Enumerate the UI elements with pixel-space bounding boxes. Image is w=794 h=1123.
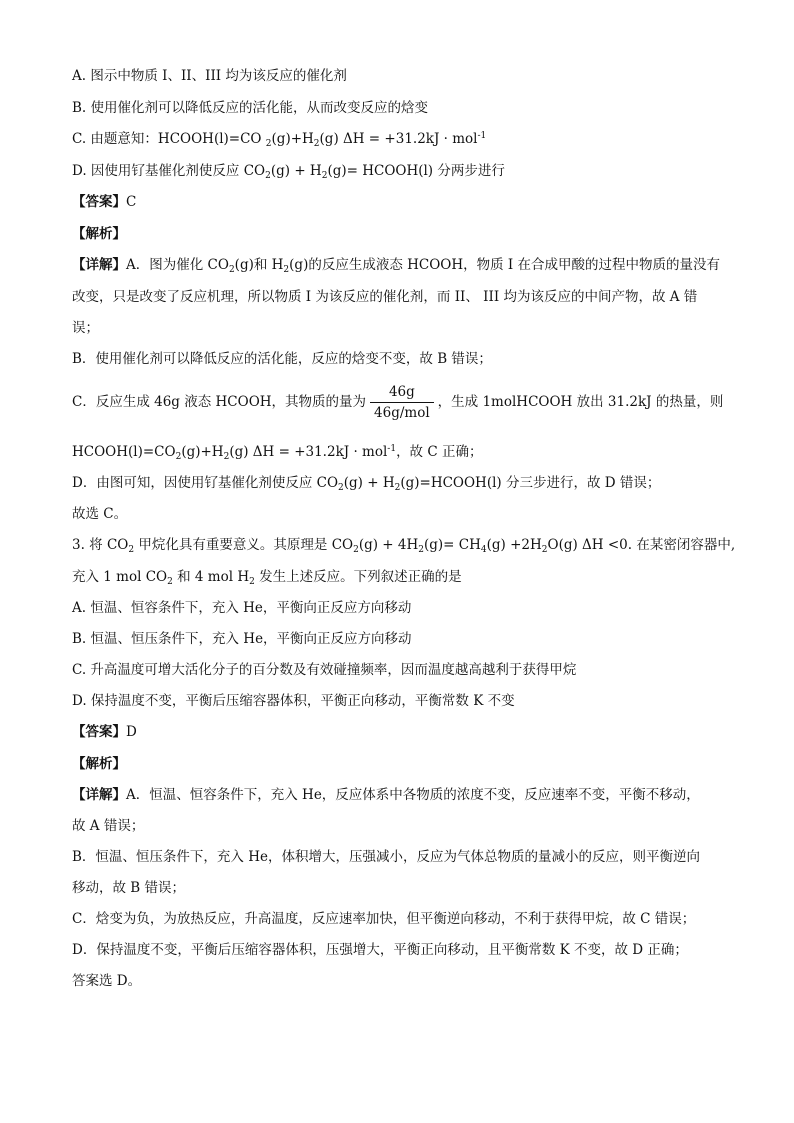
q3-detail-d: D．保持温度不变，平衡后压缩容器体积，压强增大，平衡正向移动，且平衡常数 K 不变，故 D 正确；: [72, 942, 688, 958]
q2-detail-b: B．使用催化剂可以降低反应的活化能，反应的焓变不变，故 B 错误；: [72, 351, 492, 367]
q3-analysis-tag: 【解析】: [72, 756, 126, 772]
q3-detail-a-line2: 故 A 错误；: [72, 818, 145, 834]
q3-detail-c: C．焓变为负，为放热反应，升高温度，反应速率加快，但平衡逆向移动，不利于获得甲烷，故 C 错误；: [72, 911, 696, 927]
q2-detail-a-line3: 误；: [72, 320, 99, 336]
q2-analysis-tag: 【解析】: [72, 226, 126, 242]
q3-conclusion: 答案选 D。: [72, 973, 142, 989]
q3-stem-line2: 充入 1 mol $CO_2$ 和 4 mol $H_2$ 发生上述反应。下列叙述正确的是: [72, 569, 462, 587]
q2-detail-c-line2: $HCOOH(l)=CO_2(g)+H_2(g) \Delta H = +31.2kJ \cdot mol^{-1}$，故 C 正确；: [72, 444, 483, 462]
q2-option-c: C. 由题意知：HCOOH(l)=CO $_2(g)+H_2(g) \Delta H = +31.2kJ \cdot mol^{-1}$: [72, 131, 487, 149]
molar-fraction: [370, 384, 434, 421]
detail-tag: 【详解】: [72, 787, 126, 803]
q3-stem-line1: 3. 将 $CO_2$ 甲烷化具有重要意义。其原理是 $CO_2(g) + 4H_2(g)= CH_4(g) +2H_2O(g)$ ΔH <0. 在某密闭容器中,: [72, 537, 736, 555]
q2-detail-a-line1: 【详解】A．图为催化 $CO_2(g)$和 $H_2(g)$的反应生成液态 HCOOH，物质 I 在合成甲酸的过程中物质的量没有: [72, 257, 721, 275]
q2-option-a: A. 图示中物质 I、II、III 均为该反应的催化剂: [72, 68, 347, 84]
fraction-numerator: 46g: [370, 384, 434, 403]
q2-option-b: B. 使用催化剂可以降低反应的活化能，从而改变反应的焓变: [72, 100, 429, 116]
q3-option-d: D. 保持温度不变，平衡后压缩容器体积，平衡正向移动，平衡常数 K 不变: [72, 693, 515, 709]
q2-detail-d: D．由图可知，因使用钌基催化剂使反应 $CO_2(g)$ + $H_2(g)=HCOOH(l)$ 分三步进行，故 D 错误；: [72, 475, 661, 493]
q2-conclusion: 故选 C。: [72, 506, 128, 522]
answer-tag: 【答案】: [72, 724, 126, 740]
detail-tag: 【详解】: [72, 257, 126, 273]
q2-option-d: D. 因使用钌基催化剂使反应 $CO_2(g) + H_2(g)=$ HCOOH(l) 分两步进行: [72, 163, 505, 181]
q3-option-b: B. 恒温、恒压条件下，充入 He，平衡向正反应方向移动: [72, 631, 412, 647]
q2-detail-c-line1: C．反应生成 46g 液态 HCOOH，其物质的量为 $\frac{46g}{\text{46g/mol}}$ ，生成 1molHCOOH 放出 31.2kJ 的热量，则: [72, 384, 724, 421]
answer-value: D: [126, 724, 137, 740]
q3-option-a: A. 恒温、恒容条件下，充入 He，平衡向正反应方向移动: [72, 600, 412, 616]
q3-answer: [72, 722, 137, 742]
q3-option-c: C. 升高温度可增大活化分子的百分数及有效碰撞频率，因而温度越高越利于获得甲烷: [72, 662, 577, 678]
answer-value: C: [126, 194, 137, 210]
answer-tag: 【答案】: [72, 194, 126, 210]
q2-detail-a-line2: 改变，只是改变了反应机理，所以物质 I 为该反应的催化剂，而 II、 III 均为该反应的中间产物，故 A 错: [72, 289, 698, 305]
fraction-denominator: 46g/mol: [374, 405, 430, 421]
q2-answer: [72, 192, 136, 212]
q3-detail-a-line1: 【详解】A．恒温、恒容条件下，充入 He，反应体系中各物质的浓度不变，反应速率不变，平衡不移动，: [72, 787, 700, 803]
q3-detail-b-line2: 移动，故 B 错误；: [72, 880, 186, 896]
q3-detail-b-line1: B．恒温、恒压条件下，充入 He，体积增大，压强减小，反应为气体总物质的量减小的反应，则平衡逆向: [72, 849, 700, 865]
